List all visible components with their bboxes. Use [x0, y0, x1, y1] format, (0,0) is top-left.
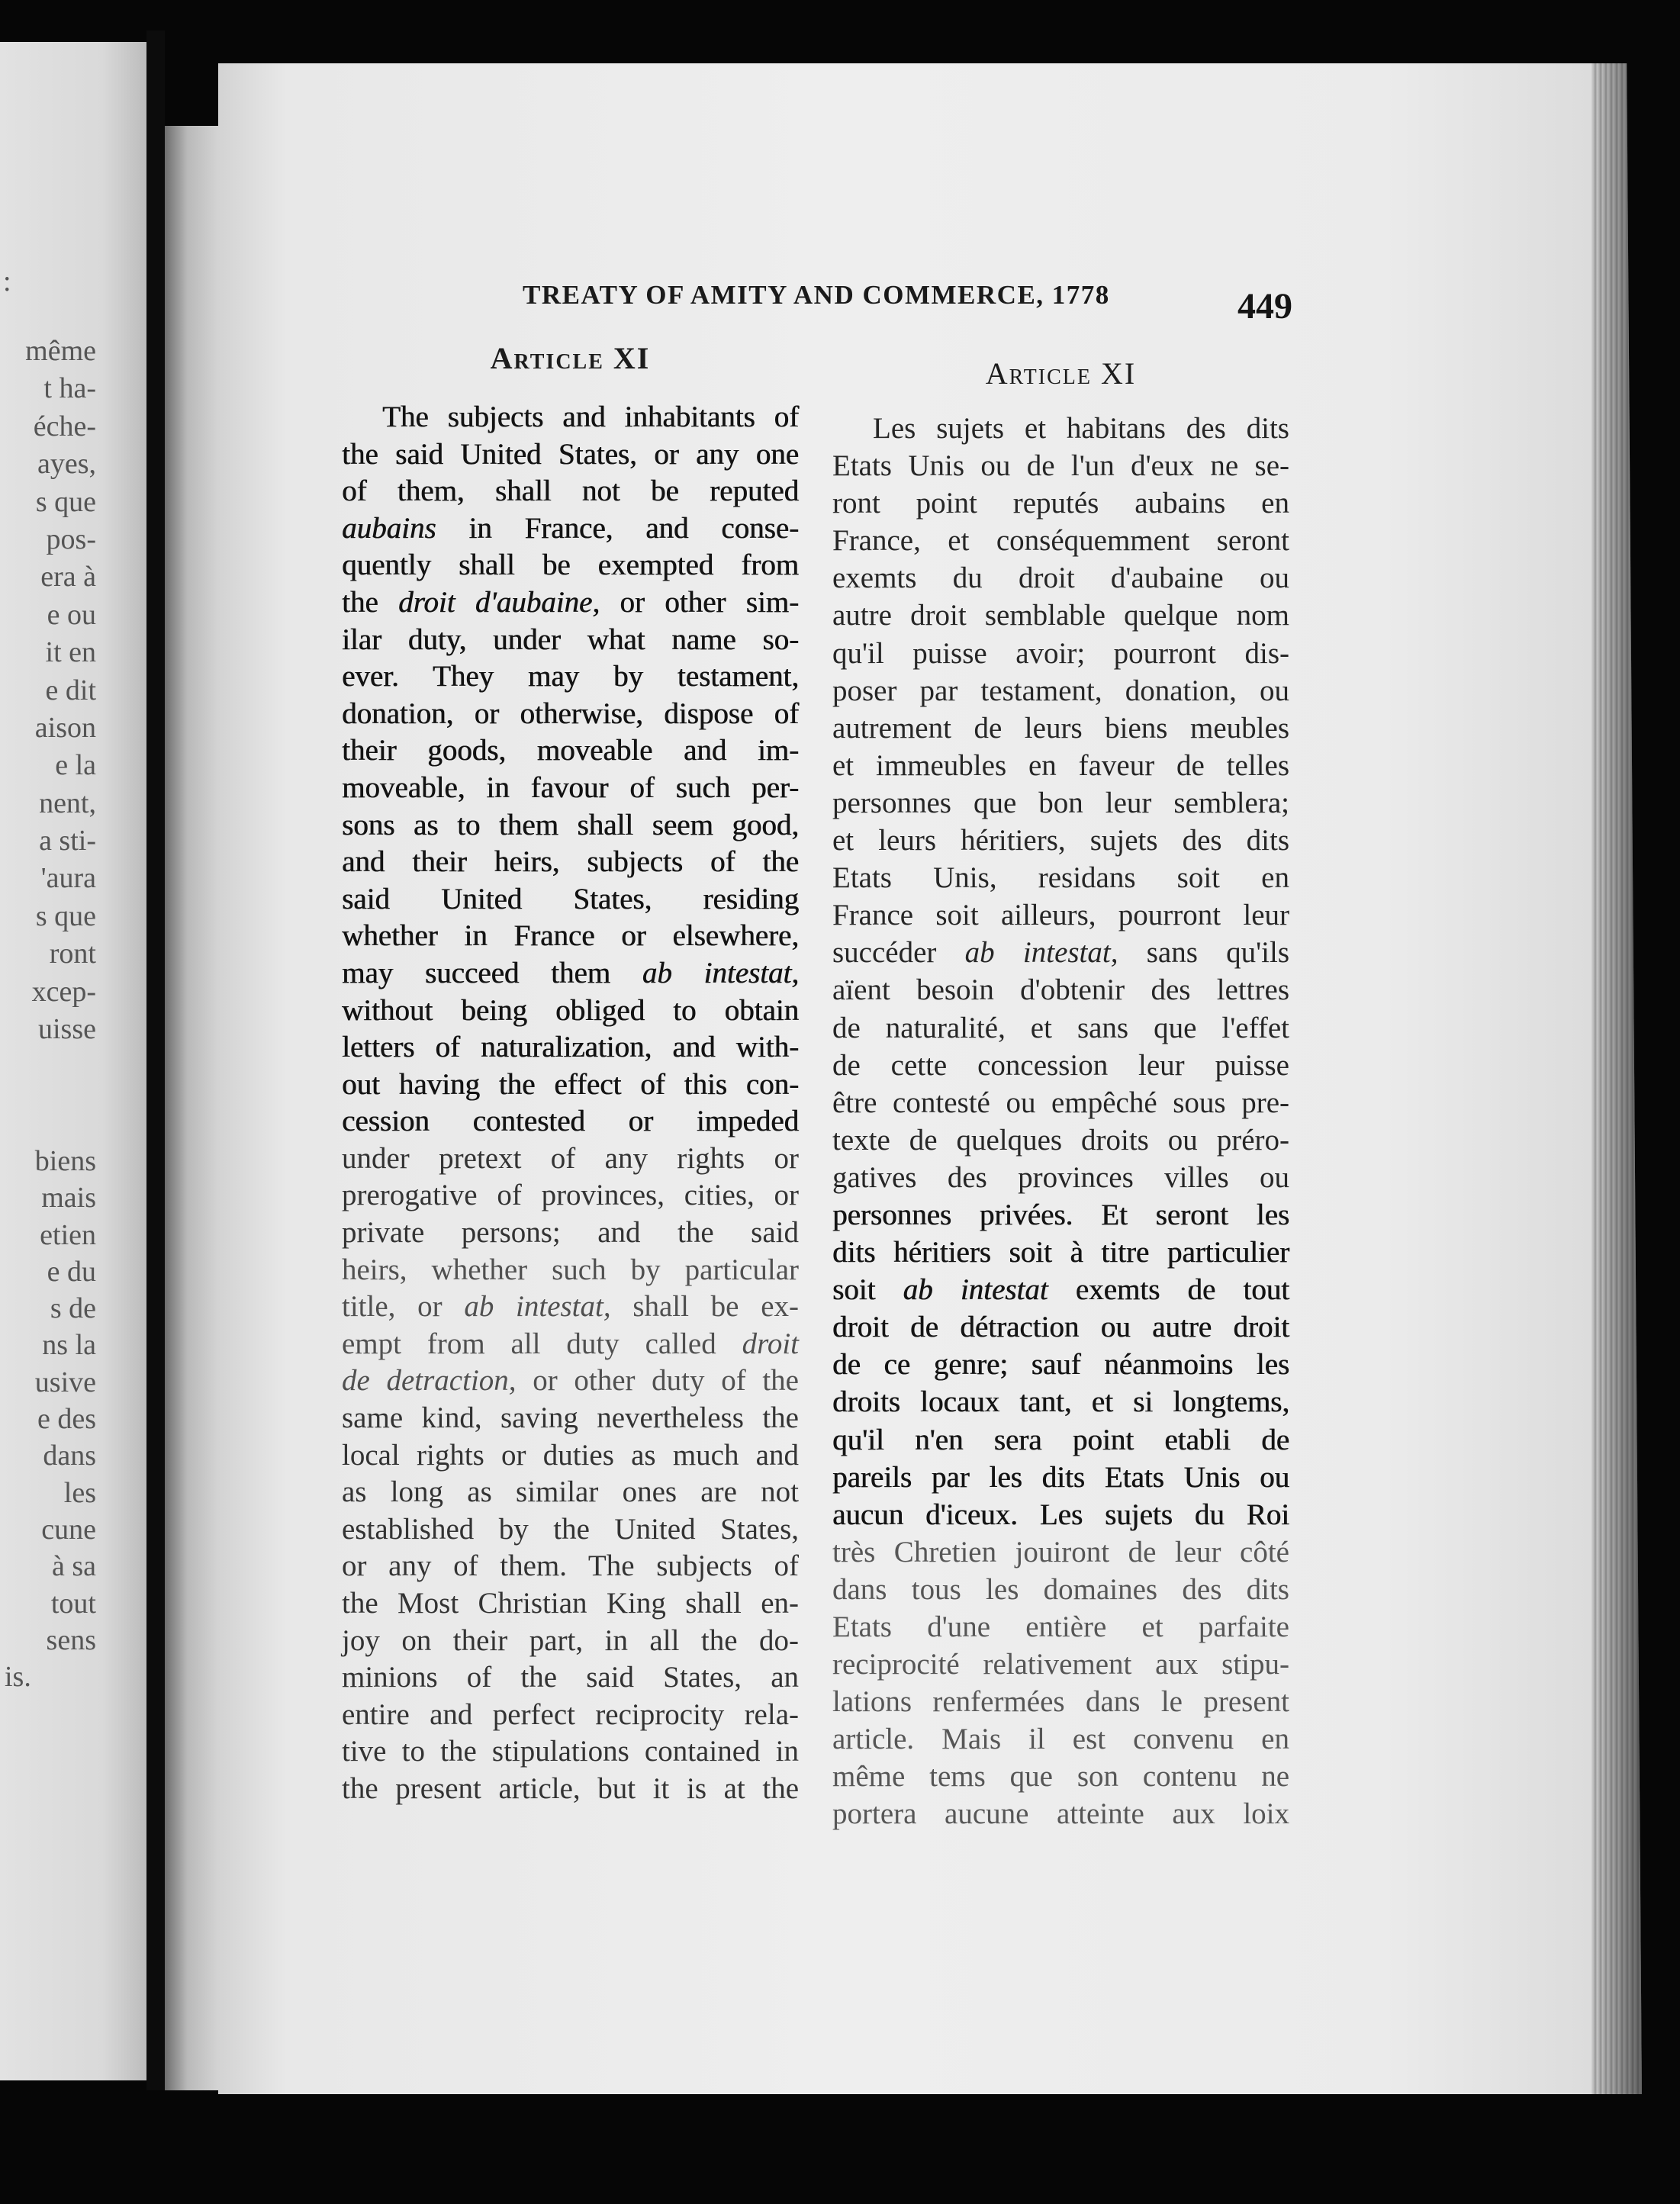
- italic-term: ab intestat,: [464, 1290, 611, 1324]
- text-run: as long as similar ones are not: [342, 1475, 799, 1509]
- text-run: out having the effect of this con-: [342, 1067, 799, 1101]
- text-line: [342, 918, 799, 955]
- text-line: [832, 672, 1289, 709]
- text-line: [832, 1084, 1289, 1121]
- facing-page-fragment: etien: [40, 1218, 96, 1251]
- facing-page-fragment: ront: [49, 938, 96, 970]
- text-line: [342, 1437, 799, 1475]
- text-run: dits héritiers soit à titre particulier: [832, 1236, 1289, 1269]
- text-run: droits locaux tant, et si longtems,: [832, 1385, 1289, 1419]
- italic-term: ab intestat,: [964, 936, 1118, 970]
- text-line: [832, 1308, 1289, 1346]
- text-line: [832, 1758, 1289, 1795]
- text-run: Etats Unis, residans soit en: [832, 861, 1289, 895]
- text-line: [832, 484, 1289, 522]
- text-line: [342, 1697, 799, 1734]
- text-run: personnes privées. Et seront les: [832, 1198, 1289, 1231]
- facing-page-fragments-upper: [0, 333, 96, 1048]
- facing-page-fragment: e la: [55, 749, 96, 782]
- text-run: joy on their part, in all the do-: [342, 1623, 799, 1657]
- facing-page-mark: :: [3, 265, 11, 298]
- text-line: [342, 1067, 799, 1104]
- text-line: [832, 784, 1289, 822]
- text-run: personnes que bon leur semblera;: [832, 786, 1289, 819]
- text-line: [832, 971, 1289, 1009]
- text-run: shall be ex-: [610, 1290, 800, 1324]
- text-run: Les sujets et habitans des dits: [873, 412, 1289, 445]
- text-run: qu'il puisse avoir; pourront dis-: [832, 636, 1289, 670]
- text-run: may succeed them: [342, 956, 642, 989]
- book-spine-shadow: [146, 31, 165, 2090]
- facing-page-fragment: usive: [34, 1366, 96, 1398]
- text-line: [342, 436, 799, 474]
- text-run: très Chretien jouiront de leur côté: [832, 1535, 1289, 1569]
- page-gutter: [165, 126, 221, 2090]
- text-line: [832, 859, 1289, 896]
- text-run: the present article, but it is at the: [342, 1771, 799, 1805]
- text-line: [342, 1029, 799, 1067]
- text-line: [342, 807, 799, 845]
- text-line: [832, 1271, 1289, 1308]
- facing-page-fragment: a sti-: [39, 825, 96, 857]
- text-line: [342, 696, 799, 733]
- text-line: [832, 1720, 1289, 1758]
- facing-page-fragment: éche-: [33, 410, 96, 442]
- facing-page-fragment: era à: [40, 561, 96, 594]
- text-line: [342, 1326, 799, 1363]
- text-line: [832, 747, 1289, 784]
- text-run: minions of the said States, an: [342, 1661, 799, 1694]
- english-text-column: [342, 399, 799, 1808]
- text-line: [342, 1289, 799, 1326]
- text-line: [342, 1733, 799, 1771]
- facing-page-fragment: e du: [47, 1255, 96, 1288]
- facing-page-fragment: s de: [50, 1292, 96, 1325]
- text-run: quently shall be exempted from: [342, 549, 799, 582]
- italic-term: droit d'aubaine,: [398, 585, 600, 619]
- text-run: lations renfermées dans le present: [832, 1685, 1289, 1719]
- text-run: reciprocité relativement aux stipu-: [832, 1648, 1289, 1681]
- facing-page-fragment: e dit: [45, 674, 96, 706]
- text-line: [832, 934, 1289, 971]
- facing-page-fragment: les: [63, 1476, 96, 1509]
- text-run: gatives des provinces villes ou: [832, 1160, 1289, 1194]
- text-line: [342, 1771, 799, 1808]
- text-line: [342, 658, 799, 696]
- italic-term: aubains: [342, 511, 436, 545]
- text-run: entire and perfect reciprocity rela-: [342, 1697, 799, 1731]
- text-run: or any of them. The subjects of: [342, 1549, 799, 1583]
- text-line: [832, 559, 1289, 597]
- text-run: exemts de tout: [1048, 1273, 1289, 1307]
- text-run: texte de quelques droits ou préro-: [832, 1123, 1289, 1157]
- text-run: or other sim-: [599, 585, 799, 619]
- text-run: de cette concession leur puisse: [832, 1048, 1289, 1082]
- text-line: [832, 1234, 1289, 1271]
- text-line: [342, 1474, 799, 1511]
- facing-page-fragment: is.: [5, 1661, 31, 1694]
- text-run: of them, shall not be reputed: [342, 475, 799, 508]
- text-run: ilar duty, under what name so-: [342, 623, 799, 656]
- facing-page-fragment: à sa: [51, 1550, 96, 1583]
- text-line: [832, 896, 1289, 934]
- text-line: [342, 1585, 799, 1623]
- text-run: empt from all duty called: [342, 1327, 742, 1360]
- text-line: [832, 522, 1289, 559]
- text-run: être contesté ou empêché sous pre-: [832, 1086, 1289, 1119]
- facing-page-fragment: biens: [34, 1145, 96, 1177]
- facing-page-fragment: tout: [50, 1587, 96, 1620]
- text-line: [832, 1683, 1289, 1720]
- facing-page-fragment: e ou: [47, 598, 96, 631]
- text-line: [342, 1363, 799, 1400]
- text-run: in France, and conse-: [436, 511, 799, 545]
- italic-term: droit: [742, 1327, 799, 1360]
- italic-term: ab intestat,: [642, 956, 799, 989]
- text-run: the said United States, or any one: [342, 437, 799, 471]
- facing-page-fragment: mais: [41, 1182, 96, 1215]
- text-line: [342, 622, 799, 659]
- text-run: qu'il n'en sera point etabli de: [832, 1423, 1289, 1456]
- text-run: and their heirs, subjects of the: [342, 845, 799, 879]
- facing-page-fragment: sens: [46, 1623, 96, 1656]
- text-run: whether in France or elsewhere,: [342, 919, 799, 953]
- facing-page-fragments-lower: [0, 1143, 96, 1695]
- text-run: letters of naturalization, and with-: [342, 1031, 799, 1064]
- text-line: [342, 1623, 799, 1660]
- text-line: [832, 1159, 1289, 1196]
- facing-page-fragment: 'aura: [40, 862, 96, 895]
- text-line: [832, 597, 1289, 634]
- facing-page-fragment: même: [25, 335, 96, 367]
- text-run: said United States, residing: [342, 882, 799, 915]
- facing-page-fragment: pos-: [46, 523, 96, 555]
- text-run: France, et conséquemment seront: [832, 524, 1289, 558]
- text-run: ever. They may by testament,: [342, 660, 799, 693]
- text-run: autrement de leurs biens meubles: [832, 711, 1289, 745]
- text-run: article. Mais il est convenu en: [832, 1723, 1289, 1756]
- text-run: the: [342, 585, 398, 619]
- text-line: [832, 447, 1289, 484]
- text-line: [832, 1346, 1289, 1383]
- text-run: donation, or otherwise, dispose of: [342, 697, 799, 730]
- text-line: [832, 1795, 1289, 1832]
- text-line: [832, 635, 1289, 672]
- text-run: et leurs héritiers, sujets des dits: [832, 824, 1289, 857]
- text-line: [342, 955, 799, 993]
- facing-page-fragment: s que: [35, 899, 96, 932]
- text-line: [342, 1141, 799, 1178]
- facing-page-fragment: dans: [43, 1440, 96, 1472]
- text-run: même tems que son contenu ne: [832, 1760, 1289, 1794]
- text-line: [832, 1421, 1289, 1459]
- article-heading-english: Article XI: [490, 341, 651, 375]
- text-line: [832, 1496, 1289, 1533]
- text-line: [832, 1646, 1289, 1683]
- text-run: de naturalité, et sans que l'effet: [832, 1011, 1289, 1044]
- text-run: cession contested or impeded: [342, 1105, 799, 1138]
- article-heading-french: Article XI: [985, 356, 1137, 391]
- text-line: [342, 399, 799, 436]
- text-run: Etats Unis ou de l'un d'eux ne se-: [832, 449, 1289, 483]
- text-line: [342, 1215, 799, 1252]
- text-line: [342, 1252, 799, 1289]
- text-line: [832, 1571, 1289, 1608]
- text-run: sans qu'ils: [1118, 936, 1290, 970]
- text-line: [832, 822, 1289, 859]
- text-run: same kind, saving nevertheless the: [342, 1401, 799, 1435]
- facing-page-fragment: ayes,: [37, 448, 96, 481]
- text-run: poser par testament, donation, ou: [832, 674, 1289, 707]
- facing-page-fragment: uisse: [38, 1013, 96, 1046]
- text-line: [342, 1103, 799, 1141]
- text-run: ront point reputés aubains en: [832, 487, 1289, 520]
- facing-page-fragment: cune: [41, 1513, 96, 1546]
- text-line: [342, 732, 799, 770]
- text-line: [342, 844, 799, 881]
- facing-page-fragment: aison: [34, 711, 96, 744]
- text-line: [342, 881, 799, 919]
- facing-page-fragment: nent,: [39, 787, 96, 819]
- facing-page-fragment: t ha-: [43, 372, 96, 405]
- text-line: [342, 547, 799, 584]
- text-line: [342, 993, 799, 1030]
- text-run: aïent besoin d'obtenir des lettres: [832, 973, 1289, 1007]
- text-run: their goods, moveable and im-: [342, 734, 799, 767]
- text-run: The subjects and inhabitants of: [382, 401, 799, 433]
- text-line: [832, 1608, 1289, 1646]
- text-run: soit: [832, 1273, 903, 1307]
- text-run: local rights or duties as much and: [342, 1438, 799, 1472]
- text-run: title, or: [342, 1290, 465, 1324]
- facing-page-fragment: it en: [45, 636, 96, 669]
- text-line: [342, 770, 799, 807]
- text-run: exemts du droit d'aubaine ou: [832, 561, 1289, 595]
- text-run: tive to the stipulations contained in: [342, 1735, 799, 1768]
- facing-page-fragment: xcep-: [31, 975, 96, 1008]
- text-line: [342, 1177, 799, 1215]
- text-run: private persons; and the said: [342, 1216, 799, 1250]
- text-run: France soit ailleurs, pourront leur: [832, 899, 1289, 932]
- text-run: prerogative of provinces, cities, or: [342, 1179, 799, 1212]
- facing-page-fragment: ns la: [42, 1329, 96, 1362]
- text-line: [342, 1400, 799, 1437]
- text-line: [342, 584, 799, 622]
- text-run: heirs, whether such by particular: [342, 1253, 799, 1286]
- text-run: droit de détraction ou autre droit: [832, 1311, 1289, 1344]
- facing-page-fragment: s que: [35, 485, 96, 518]
- text-line: [342, 510, 799, 548]
- text-run: succéder: [832, 936, 965, 970]
- text-run: without being obliged to obtain: [342, 993, 799, 1027]
- text-run: autre droit semblable quelque nom: [832, 599, 1289, 632]
- text-run: under pretext of any rights or: [342, 1141, 799, 1175]
- facing-page-fragment: e des: [37, 1403, 96, 1436]
- text-run: Etats d'une entière et parfaite: [832, 1610, 1289, 1643]
- text-line: [832, 1533, 1289, 1571]
- text-line: [832, 1383, 1289, 1421]
- text-run: de ce genre; sauf néanmoins les: [832, 1348, 1289, 1382]
- running-head: TREATY OF AMITY AND COMMERCE, 1778: [523, 280, 1110, 310]
- text-line: [832, 410, 1289, 447]
- text-run: or other duty of the: [516, 1364, 799, 1398]
- text-line: [832, 709, 1289, 747]
- text-line: [342, 1659, 799, 1697]
- text-line: [832, 1121, 1289, 1159]
- page-edges: [1591, 63, 1642, 2094]
- italic-term: de detraction,: [342, 1364, 517, 1398]
- text-run: sons as to them shall seem good,: [342, 808, 799, 841]
- text-run: dans tous les domaines des dits: [832, 1572, 1289, 1606]
- text-run: portera aucune atteinte aux loix: [832, 1797, 1289, 1831]
- text-run: moveable, in favour of such per-: [342, 771, 799, 804]
- italic-term: ab intestat: [903, 1273, 1048, 1307]
- text-line: [342, 1511, 799, 1549]
- text-line: [342, 1548, 799, 1585]
- text-line: [832, 1047, 1289, 1084]
- text-run: pareils par les dits Etats Unis ou: [832, 1460, 1289, 1494]
- text-run: established by the United States,: [342, 1512, 799, 1546]
- text-line: [832, 1196, 1289, 1234]
- french-text-column: [832, 410, 1289, 1833]
- text-line: [342, 473, 799, 510]
- text-run: aucun d'iceux. Les sujets du Roi: [832, 1498, 1289, 1531]
- text-line: [832, 1459, 1289, 1496]
- text-line: [832, 1009, 1289, 1047]
- page-number: 449: [1237, 286, 1292, 327]
- text-run: et immeubles en faveur de telles: [832, 748, 1289, 782]
- text-run: the Most Christian King shall en-: [342, 1587, 799, 1620]
